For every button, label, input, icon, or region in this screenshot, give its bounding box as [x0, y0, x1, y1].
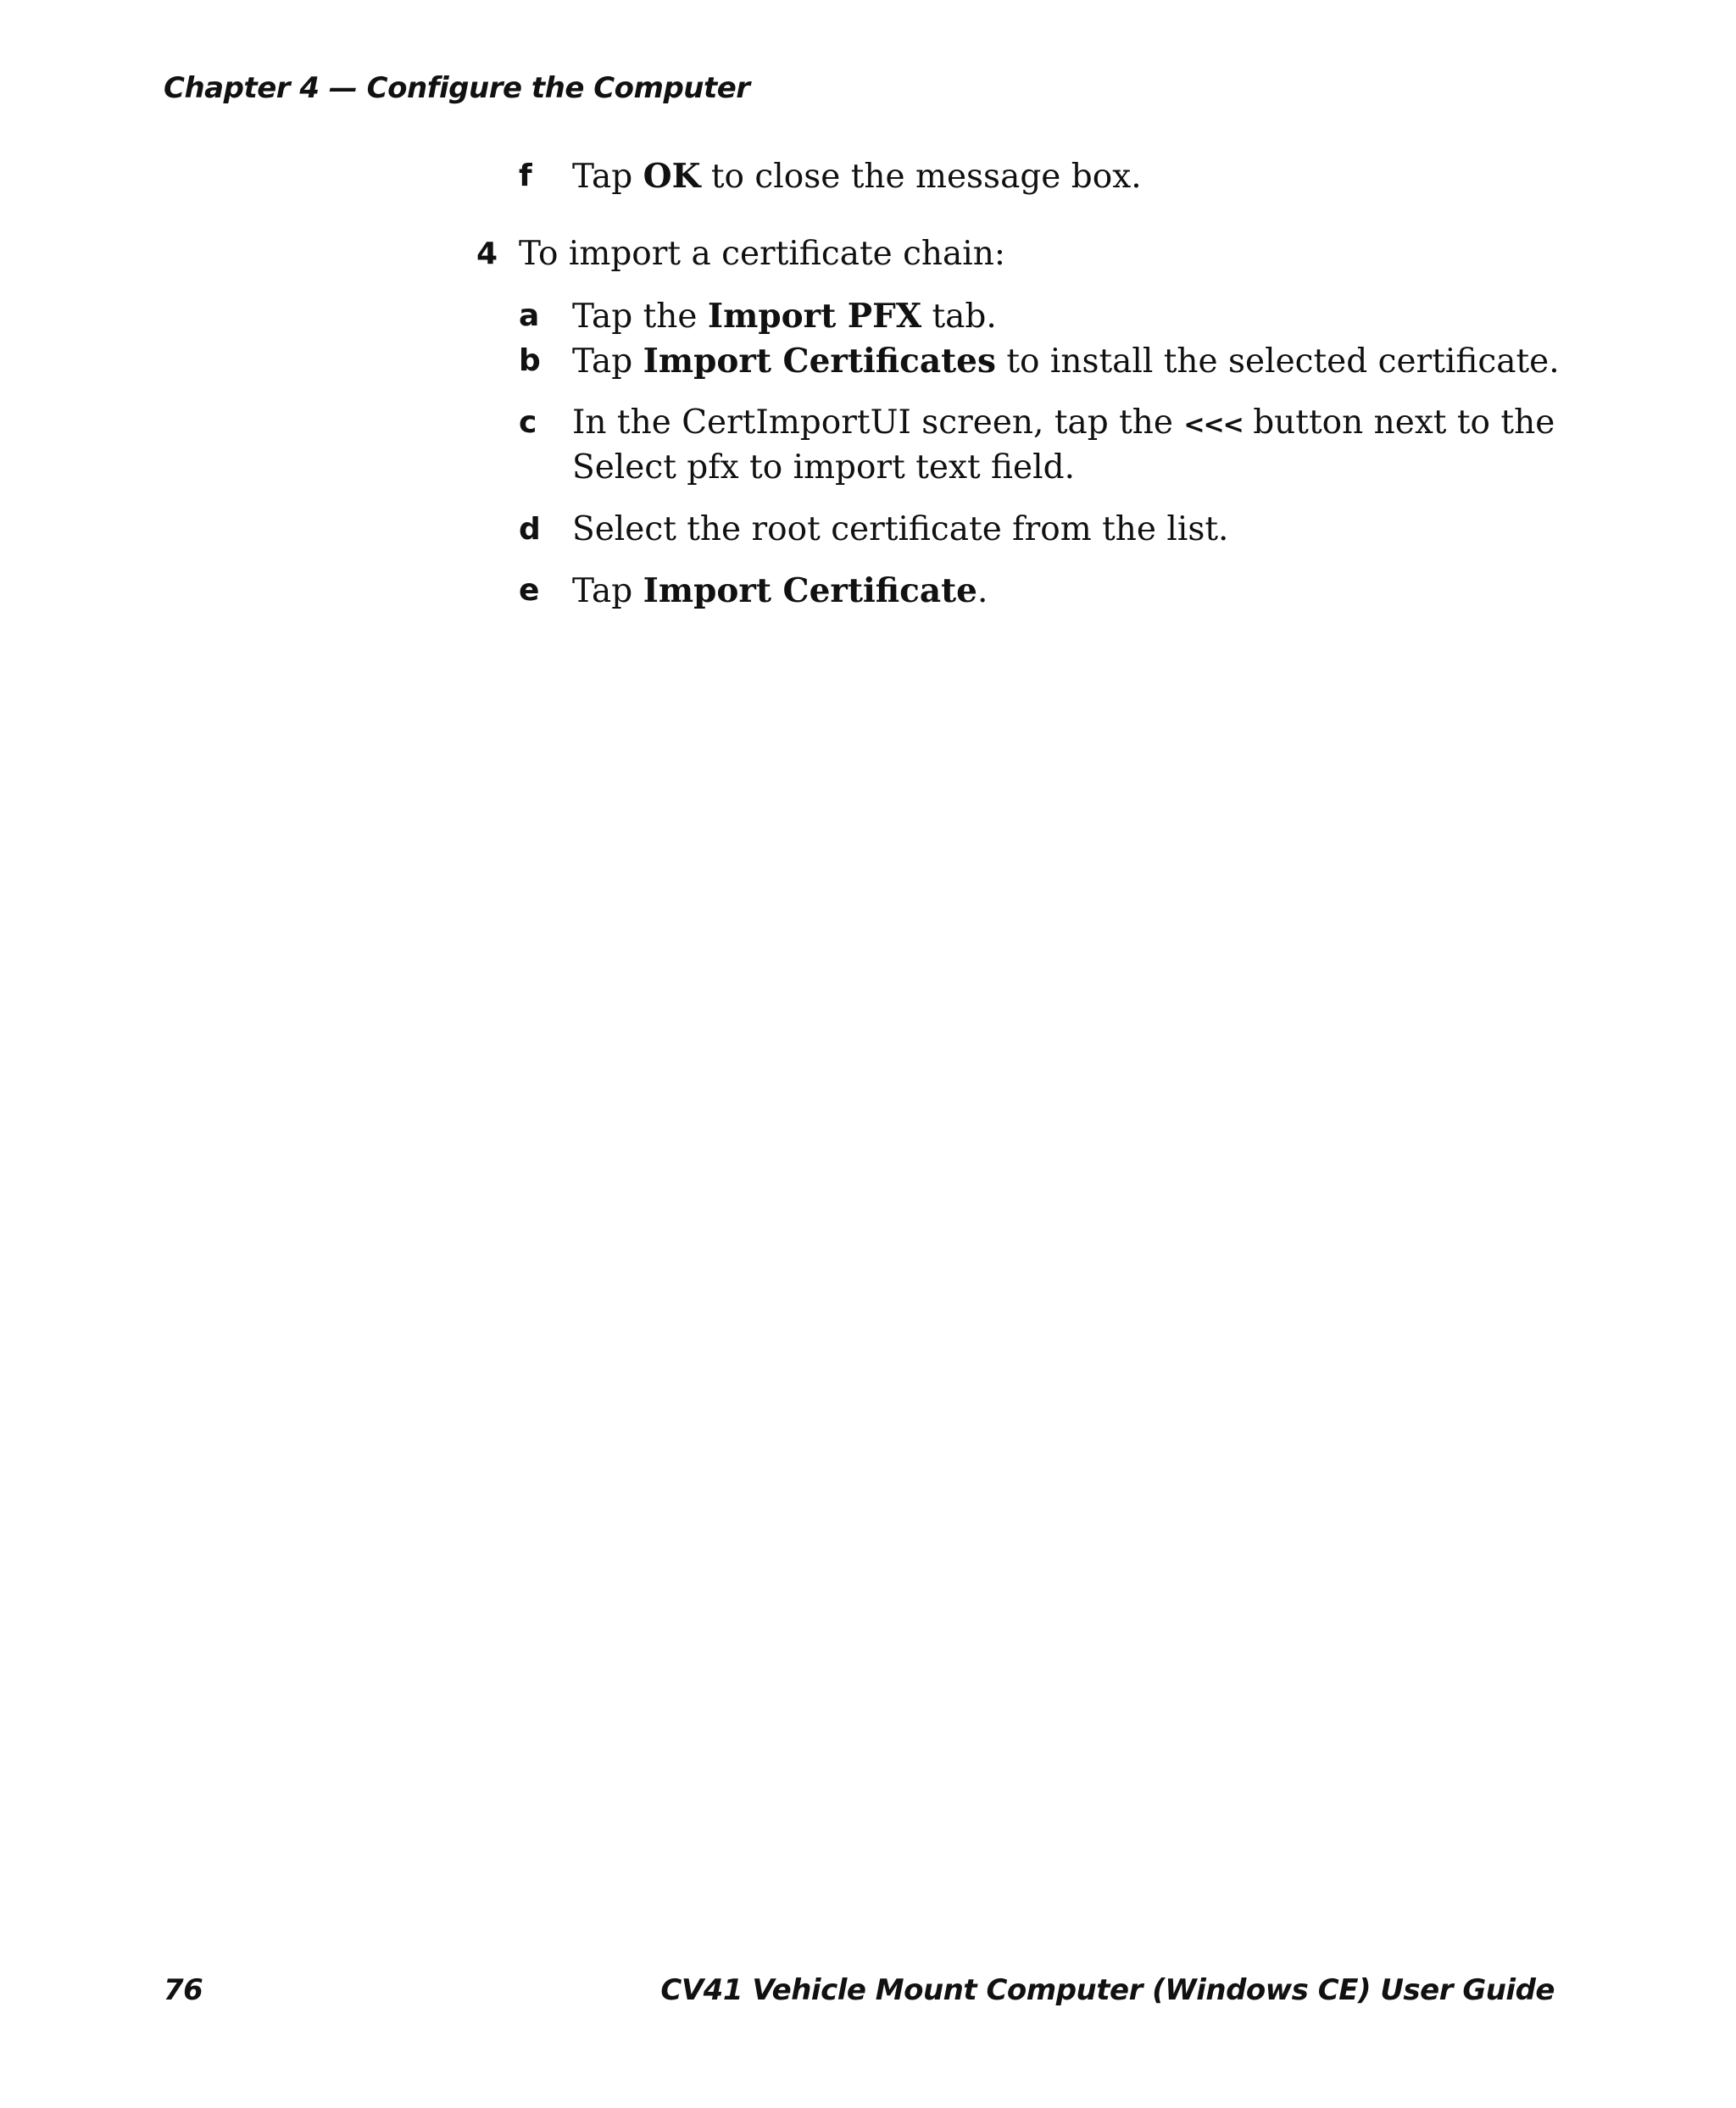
step-a-pre: Tap the: [572, 298, 708, 336]
step-e-text: [572, 569, 988, 614]
step-c-text: [572, 401, 1555, 448]
guide-title: CV41 Vehicle Mount Computer (Windows CE) User Guide: [660, 1973, 1555, 2007]
step-c-pre: In the CertImportUI screen, tap the: [572, 403, 1184, 442]
step-marker-b: b: [519, 343, 541, 378]
step-marker-c: c: [519, 405, 537, 440]
step-e-post: .: [976, 572, 988, 610]
back-chevrons-icon: <<<: [1183, 410, 1243, 440]
step-marker-4: 4: [476, 236, 498, 271]
step-4-text: To import a certificate chain:: [519, 235, 1006, 273]
step-f-text: [572, 154, 1142, 199]
step-b-bold: Import Certificates: [643, 342, 996, 381]
step-d-text: Select the root certificate from the list.: [572, 510, 1229, 548]
step-b-text: [572, 339, 1560, 384]
step-a-text: [572, 294, 997, 339]
step-a-bold: Import PFX: [707, 297, 922, 336]
step-f-pre: Tap: [572, 158, 643, 196]
step-marker-f: f: [519, 159, 532, 193]
step-b-pre: Tap: [572, 342, 643, 381]
step-marker-d: d: [519, 512, 541, 547]
step-b-post: to install the selected certificate.: [995, 342, 1560, 381]
step-a-post: tab.: [921, 298, 997, 336]
step-c-post: button next to the: [1242, 403, 1555, 442]
running-header: Chapter 4 — Configure the Computer: [164, 71, 750, 105]
step-f-post: to close the message box.: [700, 158, 1142, 196]
step-marker-a: a: [519, 298, 540, 333]
step-c-line2: Select pfx to import text field.: [572, 448, 1075, 487]
step-e-pre: Tap: [572, 572, 643, 610]
step-e-bold: Import Certificate: [643, 571, 977, 610]
step-marker-e: e: [519, 573, 540, 608]
step-f-bold: OK: [643, 157, 701, 196]
page-number: 76: [164, 1973, 203, 2007]
